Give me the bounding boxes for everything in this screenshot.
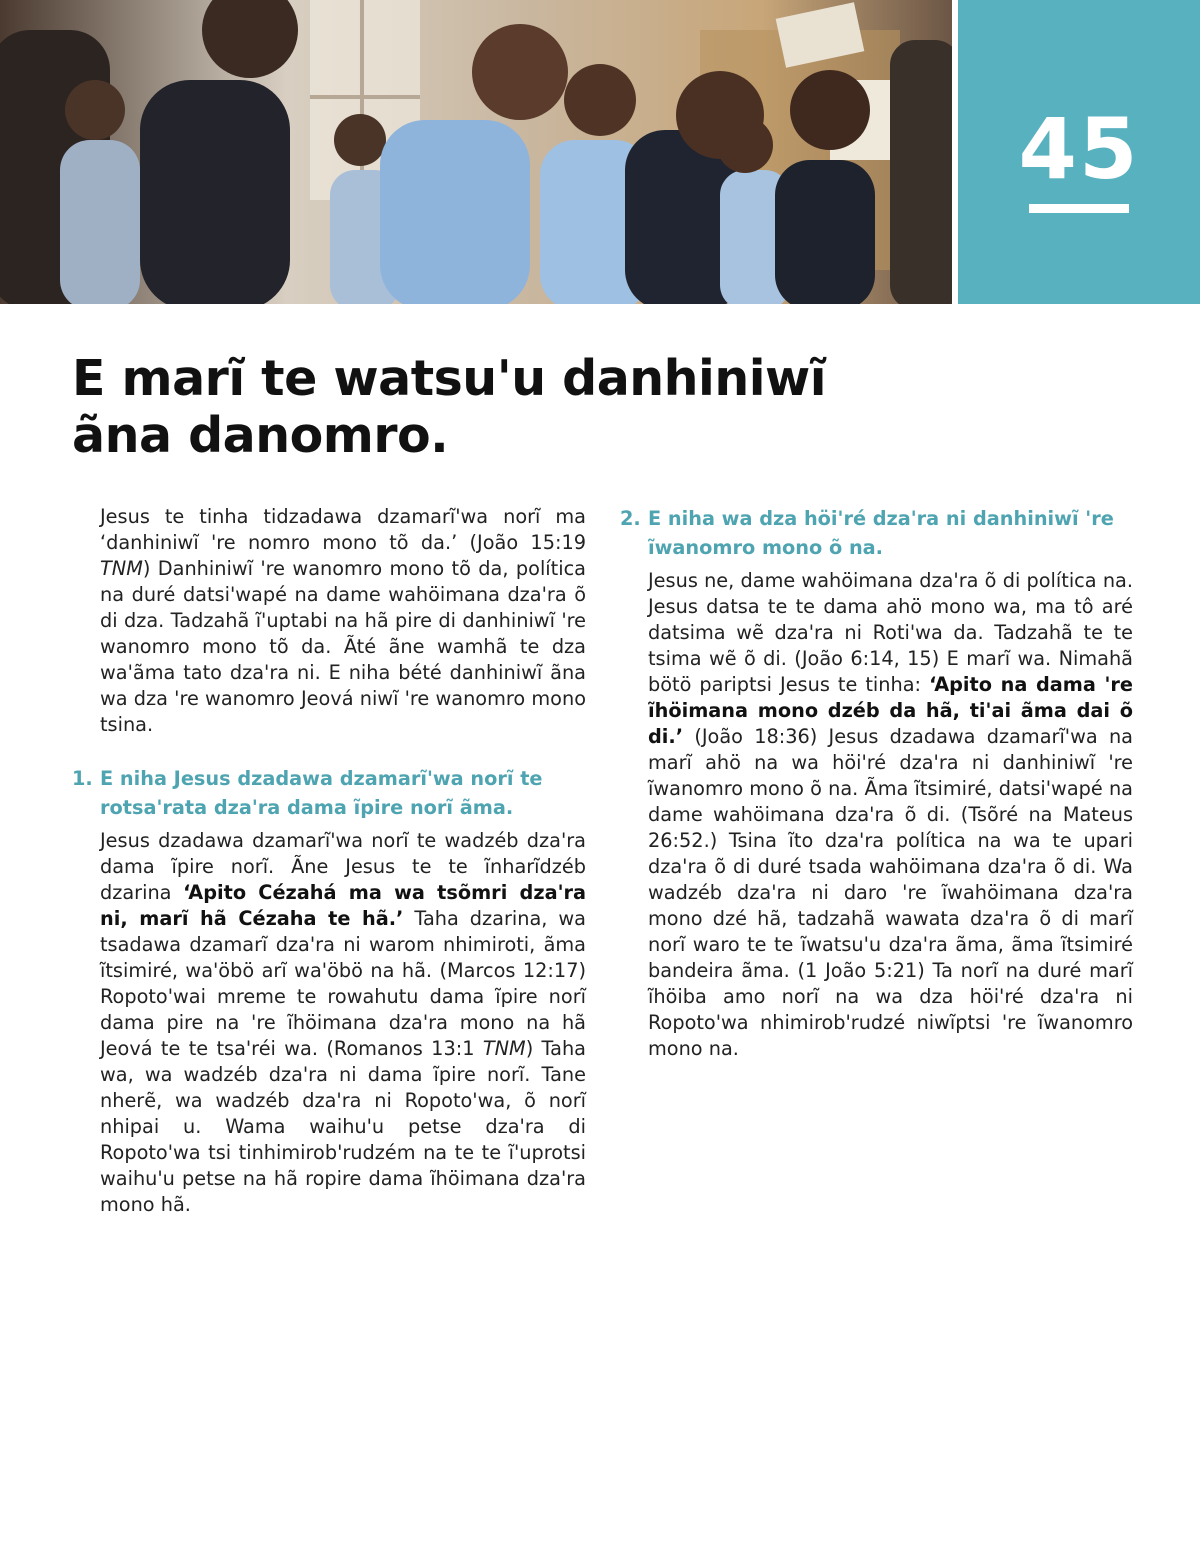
left-column bbox=[72, 504, 587, 1218]
intro-text-2: ) Danhiniwĩ 're wanomro mono tõ da, política na duré datsi'wapé na dame wahöimana dza'ra õ di dza. Tadzahã ĩ'uptabi na hã pire di danhiniwĩ 're wanomro mono tõ da. Ãté ãne wamhã te dza wa'ãma tato dza'ra ni. E niha bété danhiniwĩ ãna wa dza 're wanomro Jeová niwĩ 're wanomro mono tsina. bbox=[100, 557, 586, 736]
intro-ref: TNM bbox=[100, 557, 143, 580]
page-title: E marĩ te watsu'u danhiniwĩ ãna danomro. bbox=[72, 350, 827, 464]
question-1-number: 1. bbox=[72, 767, 93, 790]
question-1-text: E niha Jesus dzadawa dzamarĩ'wa norĩ te rotsa'rata dza'ra dama ĩpire norĩ ãma. bbox=[100, 767, 543, 819]
intro-paragraph bbox=[100, 504, 586, 738]
question-2-heading bbox=[620, 504, 1133, 562]
q1-bold-quote: ‘Apito Cézahá ma wa tsõmri dza'ra ni, marĩ hã Cézaha te hã.’ bbox=[100, 881, 587, 930]
hero-photo bbox=[0, 0, 952, 304]
question-1-heading bbox=[72, 764, 586, 822]
right-column bbox=[620, 504, 1133, 1062]
q2-bold-quote: ‘Apito na dama 're ĩhöimana mono dzéb da hã, ti'ai ãma dai õ di.’ bbox=[648, 673, 1134, 748]
q1-ref: TNM bbox=[482, 1037, 526, 1060]
lesson-number: 45 bbox=[1018, 100, 1140, 198]
q1-text-2: Taha dzarina, wa tsadawa dzamarĩ dza'ra ni warom nhimiroti, ãma ĩtsimiré, wa'öbö arĩ wa'öbö na hã. (Marcos 12:17) Ropoto'wai mreme te rowahutu dama ĩpire norĩ dama pire na 're ĩhöimana dza'ra mono na hã Jeová te te tsa'réi wa. (Romanos 13:1 bbox=[100, 907, 586, 1060]
q2-text-1: Jesus ne, dame wahöimana dza'ra õ di política na. Jesus datsa te te dama ahö mono wa, ma tô aré datsima wẽ dza'ra ni Roti'wa da. Tadzahã te te tsima wẽ õ di. (João 6:14, 15) E marĩ wa. Nimahã bötö pariptsi Jesus te tinha: bbox=[648, 569, 1133, 696]
intro-text-1: Jesus te tinha tidzadawa dzamarĩ'wa norĩ ma ‘danhiniwĩ 're nomro mono tõ da.’ (João 15:19 bbox=[100, 505, 586, 554]
q1-text-1: Jesus dzadawa dzamarĩ'wa norĩ te wadzéb dza'ra dama ĩpire norĩ. Ãne Jesus te te ĩnharĩdzéb dzarina bbox=[100, 829, 586, 904]
question-1-paragraph bbox=[100, 828, 586, 1218]
question-2-text: E niha wa dza höi'ré dza'ra ni danhiniwĩ 're ĩwanomro mono õ na. bbox=[648, 507, 1114, 559]
q1-text-3: ) Taha wa, wa wadzéb dza'ra ni dama ĩpire norĩ. Tane nherẽ, wa wadzéb dza'ra ni Ropoto'wa, õ norĩ nhipai u. Wama waihu'u petse dza'ra di Ropoto'wa tsi tinhimirob'rudzém na te te ĩ'uprotsi waihu'u petse na hã ropire dama ĩhöimana dza'ra mono hã. bbox=[100, 1037, 586, 1216]
q2-text-2: (João 18:36) Jesus dzadawa dzamarĩ'wa na marĩ ahö na wa höi'ré dza'ra ni danhiniwĩ 're ĩwanomro mono õ na. Ãma ĩtsimiré, datsi'wapé na dame wahöimana dza'ra õ di. (Tsõré na Mateus 26:52.) Tsina ĩto dza'ra política na wa te upari dza'ra õ di duré tsada wahöimana dza'ra õ di. Wa wadzéb dza'ra ni daro 're ĩwahöimana dza'ra mono dzé hã, tadzahã wawata dza'ra õ di marĩ norĩ waro te te ĩwatsu'u dza'ra ãma, ãma ĩtsimiré bandeira ãma. (1 João 5:21) Ta norĩ na duré marĩ ĩhöiba amo norĩ na wa dza höi'ré dza'ra ni Ropoto'wa nhimirob'rudzé niwĩptsi 're ĩwanomro mono na. bbox=[648, 725, 1133, 1060]
lesson-number-badge bbox=[958, 0, 1200, 304]
question-2-paragraph bbox=[648, 568, 1133, 1062]
badge-underline bbox=[1029, 204, 1129, 213]
question-2-number: 2. bbox=[620, 507, 641, 530]
